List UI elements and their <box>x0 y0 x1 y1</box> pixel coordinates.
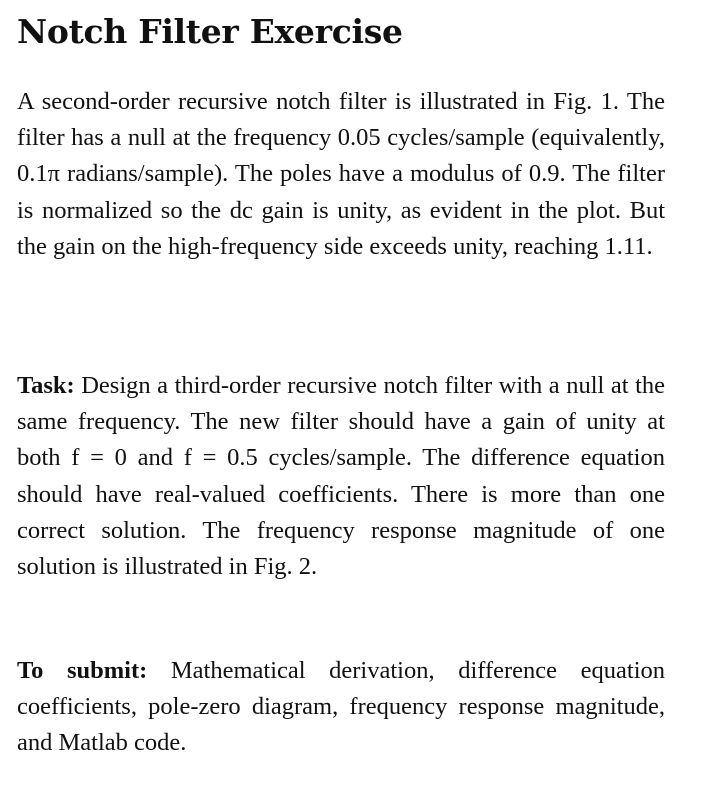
submit-paragraph <box>17 653 665 762</box>
page-title: Notch Filter Exercise <box>17 12 403 51</box>
submit-text: Mathematical derivation, difference equation coefficients, pole-zero diagram, frequency response magnitude, and Matlab code. <box>17 657 665 757</box>
task-paragraph <box>17 368 665 585</box>
title-block <box>17 0 403 52</box>
task-text: Design a third-order recursive notch filter with a null at the same frequency. The new filter should have a gain of unity at both f = 0 and f = 0.5 cycles/sample. The difference equation should have real-valued coefficients. There is more than one correct solution. The frequency response magnitude of one solution is illustrated in Fig. 2. <box>17 372 665 581</box>
submit-label: To submit: <box>17 657 148 684</box>
task-label: Task: <box>17 372 75 399</box>
intro-paragraph: A second-order recursive notch filter is illustrated in Fig. 1. The filter has a null at the frequency 0.05 cycles/sample (equivalently, 0.1π radians/sample). The poles have a modulus of 0.9. The filter is normalized so the dc gain is unity, as evident in the plot. But the gain on the high-frequency side exceeds unity, reaching 1.11. <box>17 88 665 260</box>
